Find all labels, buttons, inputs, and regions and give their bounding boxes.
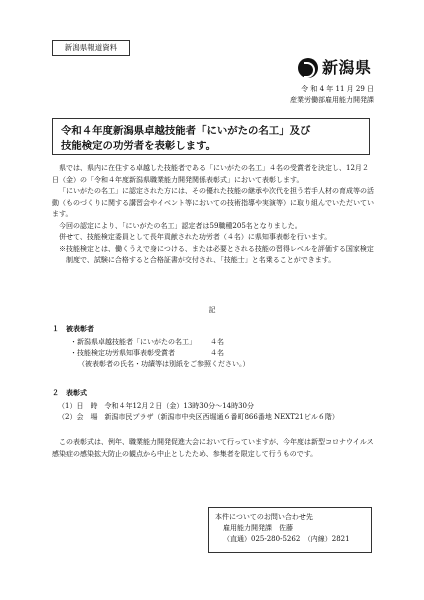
awardee-item-2-count: ４名 xyxy=(210,349,224,357)
niigata-emblem-icon xyxy=(298,58,318,78)
contact-phone: （直通）025-280-5262 （内線）2821 xyxy=(223,535,350,543)
ki-marker: 記 xyxy=(208,306,216,314)
section-ceremony xyxy=(52,388,374,423)
contact-box xyxy=(208,507,372,553)
awardee-note: （被表彰者の氏名・功績等は別紙をご参照ください。） xyxy=(78,360,250,368)
awardee-item-1 xyxy=(70,337,374,348)
section-1-heading: １ 被表彰者 xyxy=(52,325,94,333)
paragraph-2: 「にいがたの名工」に認定された方には、その優れた技能の継承や次代を担う若手人材の育成等の活動（ものづくりに関する講習会やイベント等においての技術指導や実演等）に取り組んでいただいています。 xyxy=(52,187,374,218)
closing-paragraph xyxy=(52,437,374,460)
contact-heading: 本件についてのお問い合わせ先 xyxy=(215,513,313,521)
closing-text: この表彰式は、例年、職業能力開発促進大会において行っていますが、今年度は新型コロナウイルス感染症の感染拡大防止の観点から中止としたため、参集者を限定して行うものです。 xyxy=(52,438,374,458)
logo-text: 新潟県 xyxy=(322,58,372,77)
press-release-label: 新潟県報道資料 xyxy=(52,40,130,56)
paragraph-3: 今回の認定により、「にいがたの名工」認定者は59職種205名となりました。 xyxy=(59,221,302,230)
prefecture-logo xyxy=(298,56,378,80)
body-text xyxy=(52,163,374,267)
title-box xyxy=(52,118,370,155)
awardee-item-2-label: ・技能検定功労県知事表彰受賞者 xyxy=(70,349,175,357)
awardee-item-1-label: ・新潟県卓越技能者「にいがたの名工」 xyxy=(70,338,196,346)
awardee-item-2 xyxy=(70,348,374,359)
paragraph-1: 県では、県内に在住する卓越した技能者である「にいがたの名工」４名の受賞者を決定し、12月２日（金）の「令和４年度新潟県職業能力開発関係表彰式」において表彰します。 xyxy=(52,164,369,184)
contact-person: 雇用能力開発課 佐藤 xyxy=(223,524,293,532)
department-name: 産業労働部雇用能力開発課 xyxy=(290,96,374,104)
section-awardees xyxy=(52,324,374,370)
title-line-2: 技能検定の功労者を表彰します。 xyxy=(61,140,217,152)
title-line-1: 令和４年度新潟県卓越技能者「にいがたの名工」及び xyxy=(61,125,311,137)
ceremony-venue: （2）会 場 新潟市民プラザ（新潟市中央区西堀通６番町866番地 NEXT21ビル６階） xyxy=(58,413,339,421)
certification-note: ※技能検定とは、働くうえで身につける、または必要とされる技能の習得レベルを評価する国家検定制度で、試験に合格すると合格証書が交付され、「技能士」と名乗ることができます。 xyxy=(59,244,374,264)
release-date: 令 和 4 年 11 月 29 日 xyxy=(301,85,374,93)
section-2-heading: ２ 表彰式 xyxy=(52,389,87,397)
paragraph-4: 併せて、技能検定委員として長年貢献された功労者（４名）に県知事表彰を行います。 xyxy=(59,233,332,241)
ceremony-datetime: （1）日 時 令和４年12月２日（金）13時30分～14時30分 xyxy=(58,402,254,410)
awardee-item-1-count: ４名 xyxy=(210,338,224,346)
